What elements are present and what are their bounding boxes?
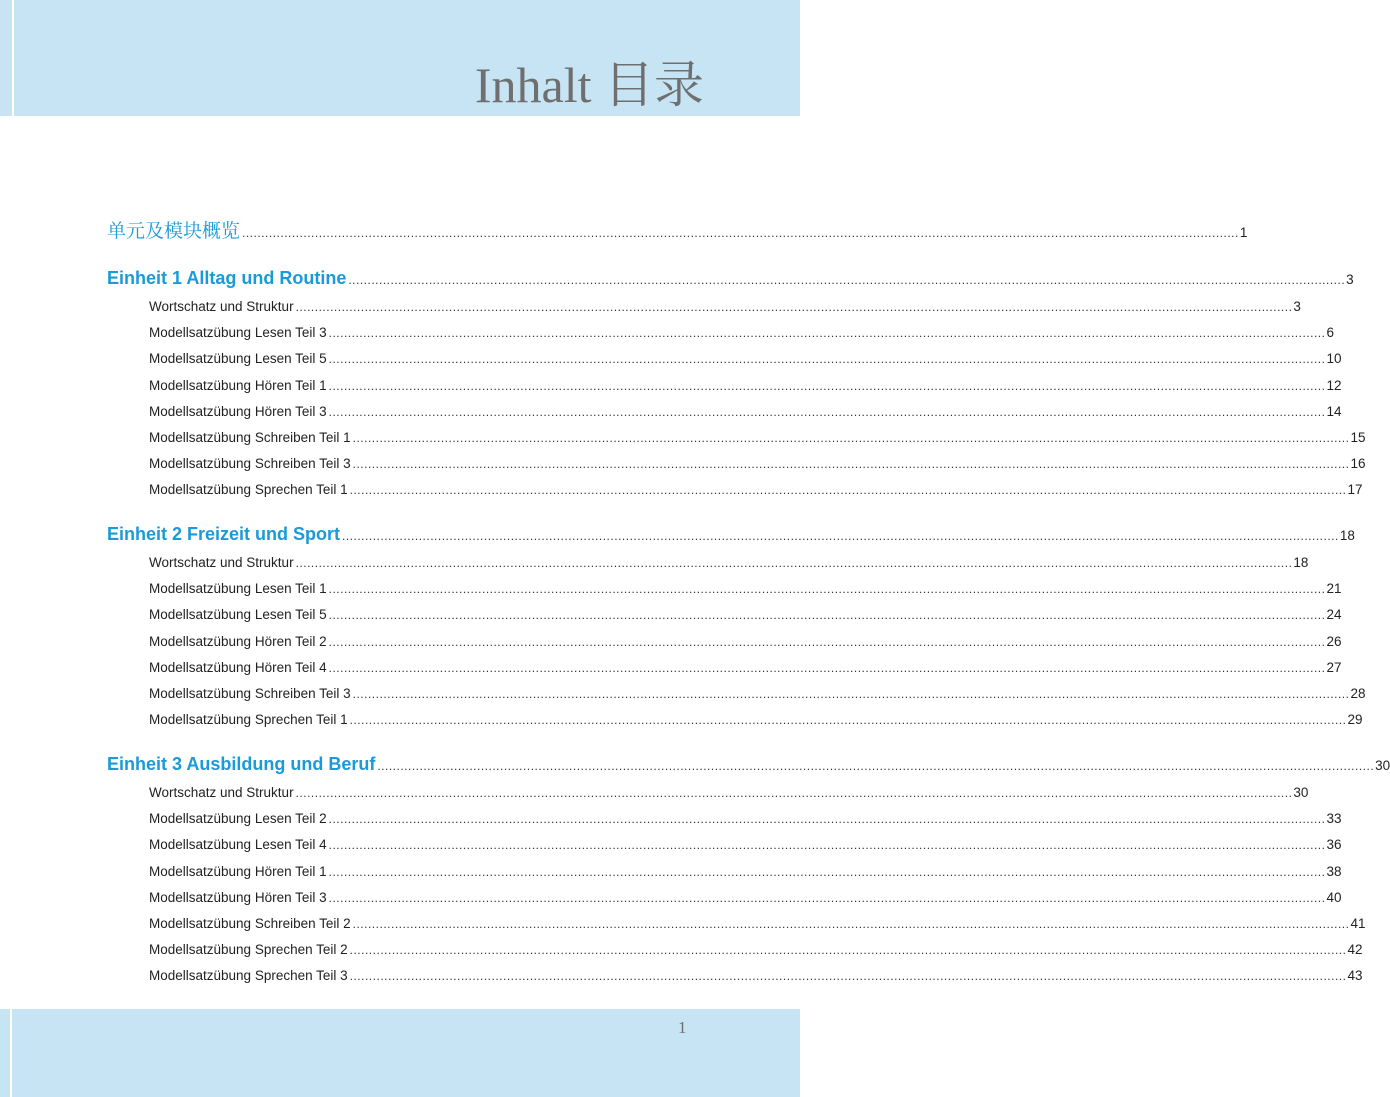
toc-page-number: 3 (1346, 272, 1354, 287)
toc-item-label: Wortschatz und Struktur (149, 555, 294, 570)
toc-page-number: 33 (1326, 811, 1342, 826)
toc-item-entry[interactable] (149, 299, 1301, 314)
toc-page-number: 43 (1347, 968, 1363, 983)
dot-leader: .................................................................................................................................................................................................................................................................... (328, 405, 1326, 419)
dot-leader: .................................................................................................................................................................................................................................................................... (328, 635, 1326, 649)
dot-leader: .................................................................................................................................................................................................................................................................... (328, 661, 1326, 675)
toc-item-label: Modellsatzübung Lesen Teil 2 (149, 811, 327, 826)
toc-page-number: 18 (1293, 555, 1309, 570)
toc-page-number: 42 (1347, 942, 1363, 957)
toc-item-label: Modellsatzübung Lesen Teil 5 (149, 607, 327, 622)
toc-item-label: Modellsatzübung Schreiben Teil 2 (149, 916, 351, 931)
toc-page-number: 3 (1293, 299, 1301, 314)
toc-item-label: Wortschatz und Struktur (149, 299, 294, 314)
dot-leader: .................................................................................................................................................................................................................................................................... (328, 582, 1326, 596)
toc-unit-entry[interactable] (107, 268, 1354, 289)
toc-page-number: 27 (1326, 660, 1342, 675)
dot-leader: .................................................................................................................................................................................................................................................................... (328, 838, 1326, 852)
toc-item-entry[interactable] (149, 811, 1342, 826)
toc-page-number: 14 (1326, 404, 1342, 419)
toc-item-label: Modellsatzübung Lesen Teil 4 (149, 837, 327, 852)
toc-page-number: 41 (1350, 916, 1366, 931)
dot-leader: .................................................................................................................................................................................................................................................................... (352, 917, 1350, 931)
toc-page-number: 26 (1326, 634, 1342, 649)
dot-leader: .................................................................................................................................................................................................................................................................... (328, 326, 1326, 340)
dot-leader: .................................................................................................................................................................................................................................................................... (349, 713, 1347, 727)
toc-item-label: Modellsatzübung Hören Teil 3 (149, 404, 327, 419)
dot-leader: .................................................................................................................................................................................................................................................................... (328, 865, 1326, 879)
header-margin-line (12, 0, 14, 116)
footer-margin-line (10, 1009, 12, 1097)
toc-page-number: 21 (1326, 581, 1342, 596)
toc-item-label: Modellsatzübung Sprechen Teil 1 (149, 712, 348, 727)
toc-page-number: 30 (1293, 785, 1309, 800)
toc-page-number: 36 (1326, 837, 1342, 852)
toc-item-entry[interactable] (149, 712, 1363, 727)
toc-item-entry[interactable] (149, 404, 1342, 419)
toc-unit-entry[interactable] (107, 524, 1355, 545)
dot-leader: .................................................................................................................................................................................................................................................................... (377, 759, 1375, 773)
toc-overview-entry[interactable] (107, 216, 1248, 243)
dot-leader: .................................................................................................................................................................................................................................................................... (295, 556, 1293, 570)
toc-unit-title: Einheit 2 Freizeit und Sport (107, 524, 341, 544)
page-number: 1 (678, 1018, 687, 1037)
toc-item-label: Modellsatzübung Hören Teil 1 (149, 378, 327, 393)
dot-leader: .................................................................................................................................................................................................................................................................... (352, 431, 1350, 445)
dot-leader: .................................................................................................................................................................................................................................................................... (342, 529, 1339, 543)
toc-item-entry[interactable] (149, 916, 1366, 931)
toc-unit-title: Einheit 1 Alltag und Routine (107, 268, 347, 288)
toc-page-number: 30 (1375, 758, 1390, 773)
toc-page-number: 6 (1326, 325, 1334, 340)
toc-item-entry[interactable] (149, 660, 1342, 675)
toc-item-entry[interactable] (149, 837, 1342, 852)
toc-item-entry[interactable] (149, 968, 1363, 983)
toc-page-number: 29 (1347, 712, 1363, 727)
toc-item-entry[interactable] (149, 890, 1342, 905)
dot-leader: .................................................................................................................................................................................................................................................................... (348, 273, 1346, 287)
toc-page-number: 10 (1326, 351, 1342, 366)
toc-item-label: Modellsatzübung Lesen Teil 3 (149, 325, 327, 340)
toc-item-entry[interactable] (149, 634, 1342, 649)
toc-item-entry[interactable] (149, 325, 1334, 340)
toc-page-number: 17 (1347, 482, 1363, 497)
toc-item-label: Modellsatzübung Sprechen Teil 3 (149, 968, 348, 983)
toc-item-label: Modellsatzübung Hören Teil 1 (149, 864, 327, 879)
toc-page-number: 38 (1326, 864, 1342, 879)
toc-item-label: Modellsatzübung Sprechen Teil 2 (149, 942, 348, 957)
toc-unit-entry[interactable] (107, 754, 1390, 775)
toc-overview-page: 1 (1239, 225, 1248, 240)
dot-leader: .................................................................................................................................................................................................................................................................... (352, 457, 1350, 471)
page-title: Inhalt 目录 (474, 57, 704, 113)
toc-page-number: 16 (1350, 456, 1366, 471)
dot-leader: .................................................................................................................................................................................................................................................................... (328, 812, 1326, 826)
dot-leader: .................................................................................................................................................................................................................................................................... (352, 687, 1350, 701)
toc-item-label: Modellsatzübung Hören Teil 3 (149, 890, 327, 905)
toc-item-label: Modellsatzübung Sprechen Teil 1 (149, 482, 348, 497)
toc-item-label: Wortschatz und Struktur (149, 785, 294, 800)
toc-item-entry[interactable] (149, 942, 1363, 957)
toc-item-label: Modellsatzübung Lesen Teil 1 (149, 581, 327, 596)
toc-item-entry[interactable] (149, 378, 1342, 393)
toc-item-label: Modellsatzübung Hören Teil 2 (149, 634, 327, 649)
dot-leader: .................................................................................................................................................................................................................................................................... (295, 300, 1293, 314)
toc-page-number: 24 (1326, 607, 1342, 622)
toc-item-entry[interactable] (149, 430, 1366, 445)
dot-leader: .................................................................................................................................................................................................................................................................... (328, 352, 1326, 366)
toc-page-number: 18 (1339, 528, 1355, 543)
toc-page-number: 15 (1350, 430, 1366, 445)
toc-item-label: Modellsatzübung Schreiben Teil 3 (149, 686, 351, 701)
toc-item-entry[interactable] (149, 581, 1342, 596)
toc-item-label: Modellsatzübung Lesen Teil 5 (149, 351, 327, 366)
toc-page-number: 12 (1326, 378, 1342, 393)
dot-leader: .................................................................................................................................................................................................................................................................... (328, 379, 1326, 393)
toc-item-entry[interactable] (149, 864, 1342, 879)
toc-item-entry[interactable] (149, 607, 1342, 622)
toc-unit-title: Einheit 3 Ausbildung und Beruf (107, 754, 376, 774)
toc-item-entry[interactable] (149, 785, 1309, 800)
toc-item-label: Modellsatzübung Schreiben Teil 1 (149, 430, 351, 445)
dot-leader: .................................................................................................................................................................................................................................................................... (349, 969, 1347, 983)
dot-leader: .................................................................................................................................................................................................................................................................... (328, 891, 1326, 905)
dot-leader: .................................................................................................................................................................................................................................................................... (349, 483, 1347, 497)
toc-item-entry[interactable] (149, 482, 1363, 497)
dot-leader: .................................................................................................................................................................................................................................................................... (349, 943, 1347, 957)
toc-item-entry[interactable] (149, 686, 1366, 701)
toc-page-number: 28 (1350, 686, 1366, 701)
toc-item-label: Modellsatzübung Schreiben Teil 3 (149, 456, 351, 471)
toc-page-number: 40 (1326, 890, 1342, 905)
toc-item-label: Modellsatzübung Hören Teil 4 (149, 660, 327, 675)
dot-leader: .................................................................................................................................................................................................................................................................... (328, 608, 1326, 622)
toc-overview-label: 单元及模块概览 (107, 221, 241, 242)
dot-leader: .................................................................................................................................................................................................................................................................... (295, 786, 1293, 800)
toc-item-entry[interactable] (149, 351, 1342, 366)
toc-item-entry[interactable] (149, 555, 1309, 570)
toc-item-entry[interactable] (149, 456, 1366, 471)
dot-leader: .................................................................................................................................................................................................................................................................... (242, 226, 1239, 240)
